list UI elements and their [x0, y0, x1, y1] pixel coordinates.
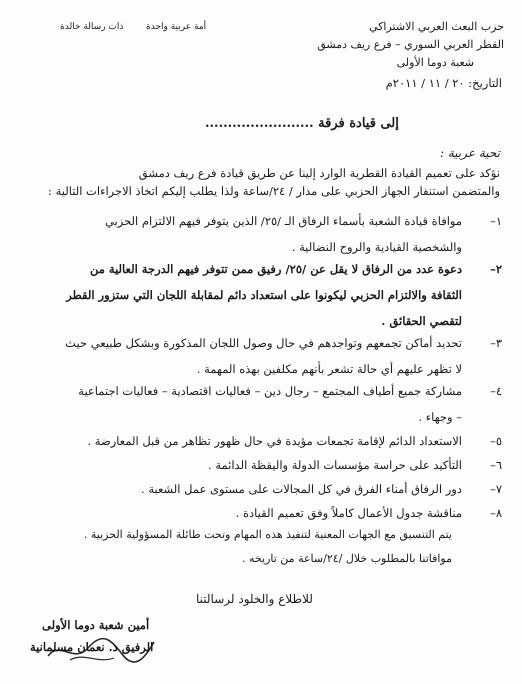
item-text: مشاركة جميع أطياف المجتمع – رجال دين – فعاليات اقتصادية – فعاليات اجتماعية — [78, 384, 462, 398]
item-number: ٨– — [490, 506, 502, 520]
item-number: ٤– — [490, 384, 502, 398]
item-number: ٢– — [490, 262, 502, 276]
list-item — [32, 476, 502, 502]
letter-date: التاريخ: ٢٠ / ١١ / ٢٠١١م — [385, 76, 502, 90]
deadline-note: موافاتنا بالمطلوب خلال /٢٤/ساعة من تاريخه . — [242, 552, 452, 565]
list-item — [32, 452, 502, 478]
item-text: لا تظهر عليهم أي حالة تشعر بأنهم مكلفين بهذه المهمة . — [196, 362, 462, 376]
list-item — [32, 330, 502, 382]
letterhead-region: القطر العربي السوري – فرع ريف دمشق — [317, 38, 504, 51]
list-item — [32, 208, 502, 260]
signature-title: أمين شعبة دوما الأولى — [42, 618, 150, 632]
item-text: الثقافة والالتزام الحزبي ليكونوا على استعداد دائم لمقابلة اللجان التي ستزور القطر — [66, 288, 462, 302]
intro-line-2: والمتضمن استنفار الجهاز الحزبي على مدار / ٢٤/ساعة ولذا يطلب إليكم اتخاذ الاجراءات التالية : — [48, 184, 500, 198]
item-text: لتقصي الحقائق . — [381, 314, 462, 328]
item-number: ٥– — [490, 434, 502, 448]
item-text: دعوة عدد من الرفاق لا يقل عن /٢٥/ رفيق ممن تتوفر فيهم الدرجة العالية من — [90, 262, 462, 276]
coordination-note: يتم التنسيق مع الجهات المعنية لتنفيذ هذه المهام وتحت طائلة المسؤولية الحزبية . — [83, 528, 452, 541]
item-text: تحديد أماكن تجمعهم وتواجدهم في حال وصول اللجان المذكورة وبشكل طبيعي حيث — [65, 336, 462, 350]
item-text: التأكيد على حراسة مؤسسات الدولة واليقظة الدائمة . — [208, 458, 462, 472]
list-item — [32, 378, 502, 430]
item-number: ٣– — [490, 336, 502, 350]
item-text: والشخصية القيادية والروح النضالية . — [291, 240, 462, 254]
letterhead-party: حزب البعث العربي الاشتراكي — [369, 20, 504, 33]
item-text: مناقشة جدول الأعمال كاملاً وفق تعميم القيادة . — [235, 506, 462, 520]
slogan-eternal-message: ذات رسالة خالدة — [60, 22, 124, 32]
intro-line-1: نؤكد على تعميم القيادة القطرية الوارد إلينا عن طريق قيادة فرع ريف دمشق — [138, 166, 500, 180]
item-text: دور الرفاق أمناء الفرق في كل المجالات على مستوى عمل الشعبة . — [141, 482, 462, 496]
list-item — [32, 428, 502, 454]
item-number: ٧– — [490, 482, 502, 496]
item-text: الاستعداد الدائم لإقامة تجمعات مؤيدة في حال ظهور تظاهر من قبل المعارضة . — [87, 434, 462, 448]
signature-name: الرفيق د. نعمان مسلمانية — [30, 640, 154, 654]
closing-line: للاطلاع والخلود لرسالتنا — [196, 592, 313, 606]
item-text: – وجهاء . — [418, 410, 462, 424]
greeting: تحية عربية : — [440, 146, 500, 160]
list-item — [32, 256, 502, 334]
item-number: ٦– — [490, 458, 502, 472]
item-number: ١– — [490, 214, 502, 228]
addressee: إلى قيادة فرقة ........................ — [205, 116, 399, 131]
item-text: موافاة قيادة الشعبة بأسماء الرفاق الـ /٢٥/ الذين يتوفر فيهم الالتزام الحزبي — [104, 214, 462, 228]
slogan-one-arab-nation: أمة عربية واحدة — [146, 22, 207, 32]
list-item — [32, 500, 502, 526]
letterhead-branch: شعبة دوما الأولى — [396, 56, 474, 69]
